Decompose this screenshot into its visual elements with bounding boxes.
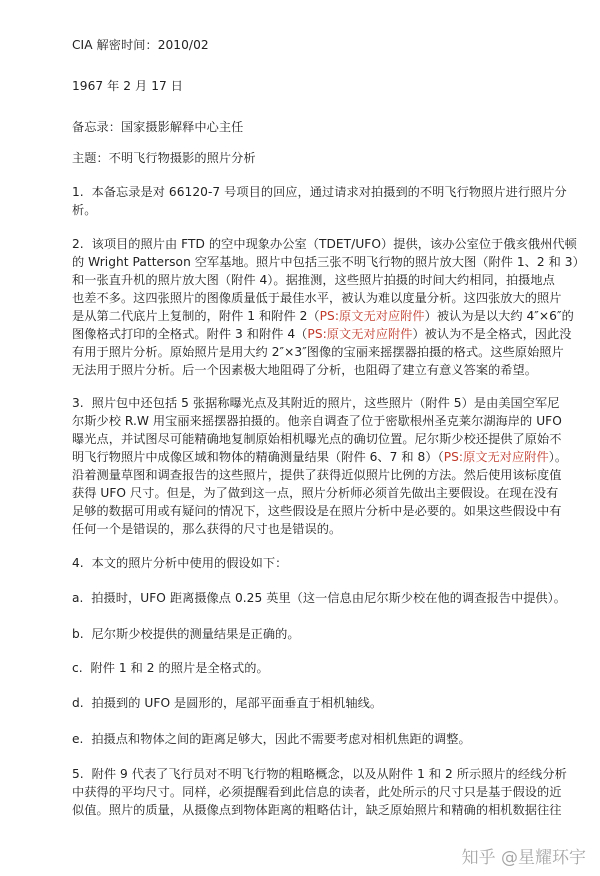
- zhihu-watermark: 知乎 @星耀环宇: [461, 848, 586, 868]
- p4-line: 4. 本文的照片分析中使用的假设如下：: [72, 556, 288, 570]
- assumption-d: d. 拍摄到的 UFO 是圆形的，尾部平面垂直于相机轴线。: [72, 696, 383, 710]
- p1-line-1: 1. 本备忘录是对 66120-7 号项目的回应，通过请求对拍摄到的不明飞行物照片进行照片分: [72, 185, 567, 199]
- p2-line-3: 和一张直升机的照片放大图（附件 4）。据推测，这些照片拍摄的时间大约相同，拍摄地点: [72, 273, 555, 287]
- p2-line-6-text-a: 图像格式打印的全格式。附件 3 和附件 4（: [72, 327, 308, 341]
- p2-line-1: 2. 该项目的照片由 FTD 的空中现象办公室（TDET/UFO）提供，该办公室位于俄亥俄州代顿: [72, 237, 577, 251]
- p2-line-8: 无法用于照片分析。后一个因素极大地阻碍了分析，也阻碍了建立有意义答案的希望。: [72, 363, 538, 377]
- p3-line-8: 任何一个是错误的，那么获得的尺寸也是错误的。: [72, 522, 342, 536]
- p3-line-5: 沿着测量草图和调查报告的这些照片，提供了获得近似照片比例的方法。然后使用该标度值: [72, 468, 562, 482]
- ps-note: PS:原文无对应附件: [443, 450, 549, 464]
- p2-line-6: [72, 326, 572, 342]
- p3-line-6: 获得 UFO 尺寸。但是，为了做到这一点，照片分析师必须首先做出主要假设。在现在没有: [72, 486, 559, 500]
- date-line: 1967 年 2 月 17 日: [72, 79, 183, 93]
- assumption-b: b. 尼尔斯少校提供的测量结果是正确的。: [72, 627, 300, 641]
- p1-line-2: 析。: [72, 203, 97, 217]
- p3-line-1: 3. 照片包中还包括 5 张据称曝光点及其附近的照片，这些照片（附件 5）是由美国空军尼: [72, 396, 560, 410]
- p2-line-2: 的 Wright Patterson 空军基地。照片中包括三张不明飞行物的照片放大图（附件 1、2 和 3）: [72, 255, 585, 269]
- p2-line-7: 有用于照片分析。原始照片是用大约 2″×3″图像的宝丽来摇摆器拍摄的格式。这些原始照片: [72, 345, 564, 359]
- p2-line-6-text-b: ）被认为不是全格式，因此没: [412, 327, 572, 341]
- p2-line-5-text-a: 是从第二代底片上复制的，附件 1 和附件 2（: [72, 309, 320, 323]
- p2-line-5: [72, 308, 574, 324]
- declass-line: CIA 解密时间：2010/02: [72, 38, 209, 52]
- ps-note: PS:原文无对应附件: [319, 309, 425, 323]
- ps-note: PS:原文无对应附件: [307, 327, 413, 341]
- p3-line-3: 曝光点，并试图尽可能精确地复制原始相机曝光点的确切位置。尼尔斯少校还提供了原始不: [72, 432, 562, 446]
- p3-line-4-text-b: ）。: [548, 450, 568, 464]
- memo-line: 备忘录：国家摄影解释中心主任: [72, 120, 244, 134]
- p3-line-4: [72, 449, 567, 465]
- assumption-c: c. 附件 1 和 2 的照片是全格式的。: [72, 661, 269, 675]
- p5-line-3: 似值。照片的质量，从摄像点到物体距离的粗略估计，缺乏原始照片和精确的相机数据往往: [72, 803, 562, 817]
- p3-line-4-text-a: 明飞行物照片中成像区域和物体的精确测量结果（附件 6、7 和 8）（: [72, 450, 444, 464]
- assumption-a: a. 拍摄时，UFO 距离摄像点 0.25 英里（这一信息由尼尔斯少校在他的调查报告中提供）。: [72, 591, 567, 605]
- p3-line-7: 足够的数据可用或有疑问的情况下，这些假设是在照片分析中是必要的。如果这些假设中有: [72, 504, 562, 518]
- assumption-e: e. 拍摄点和物体之间的距离足够大，因此不需要考虑对相机焦距的调整。: [72, 732, 471, 746]
- p2-line-4: 也差不多。这四张照片的图像质量低于最佳水平，被认为难以度量分析。这四张放大的照片: [72, 291, 562, 305]
- p2-line-5-text-b: ）被认为是以大约 4″×6″的: [424, 309, 574, 323]
- subject-line: 主题：不明飞行物摄影的照片分析: [72, 151, 256, 165]
- p5-line-2: 中获得的平均尺寸。同样，必须提醒看到此信息的读者，此处所示的尺寸只是基于假设的近: [72, 785, 562, 799]
- p3-line-2: 尔斯少校 R.W 用宝丽来摇摆器拍摄的。他亲自调查了位于密歇根州圣克莱尔湖海岸的 UFO: [72, 414, 562, 428]
- p5-line-1: 5. 附件 9 代表了飞行员对不明飞行物的粗略概念，以及从附件 1 和 2 所示照片的经线分析: [72, 767, 567, 781]
